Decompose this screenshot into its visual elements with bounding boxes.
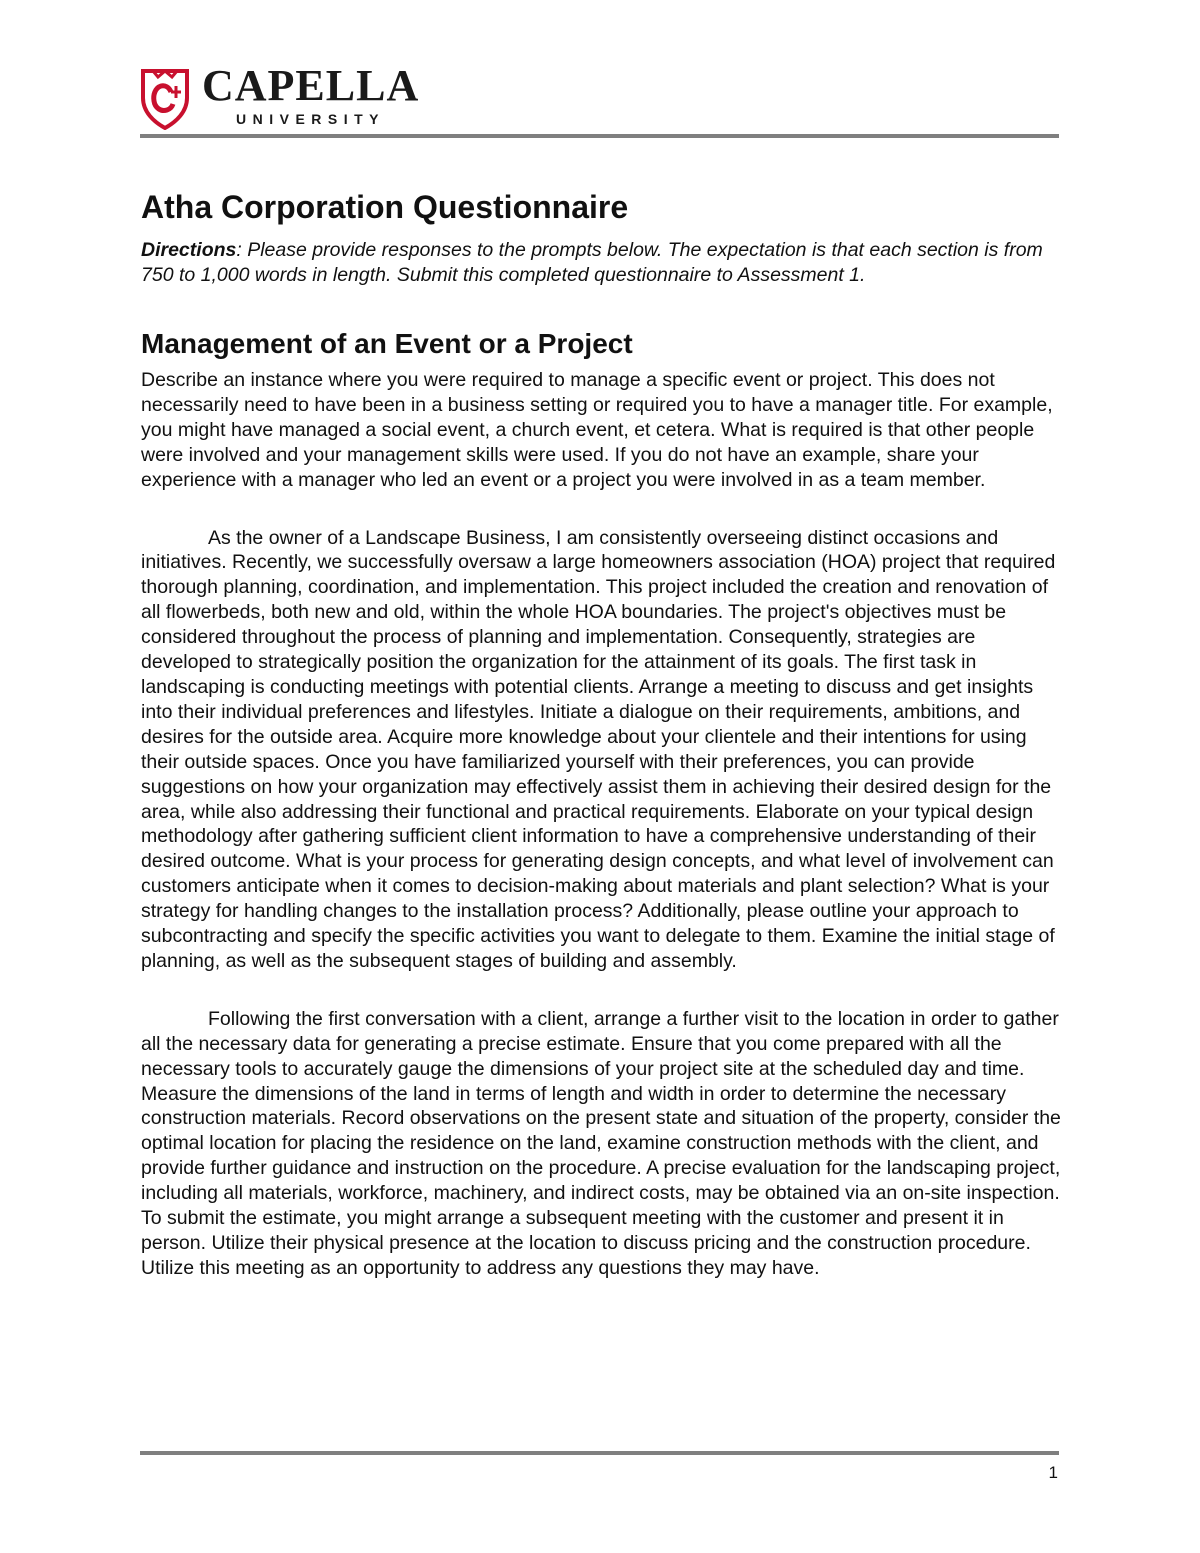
- section-prompt: Describe an instance where you were required to manage a specific event or project. This does not necessarily need to have been in a business setting or required you to have a manager title. For example, you might have managed a social event, a church event, et cetera. What is required is that other people were involved and your management skills were used. If you do not have an example, share your experience with a manager who led an event or a project you were involved in as a team member.: [141, 369, 1053, 491]
- response-paragraph: As the owner of a Landscape Business, I am consistently overseeing distinct occasions and initiatives. Recently, we successfully oversaw a large homeowners association (HOA) project that required thorough planning, coordination, and implementation. This project included the creation and renovation of all flowerbeds, both new and old, within the whole HOA boundaries. The project's objectives must be considered throughout the process of planning and implementation. Consequently, strategies are developed to strategically position the organization for the attainment of its goals. The first task in landscaping is conducting meetings with potential clients. Arrange a meeting to discuss and get insights into their individual preferences and lifestyles. Initiate a dialogue on their requirements, ambitions, and desires for the outside area. Acquire more knowledge about your clientele and their intentions for using their outside spaces. Once you have familiarized yourself with their preferences, you can provide suggestions on how your organization may effectively assist them in achieving their desired design for the area, while also addressing their functional and practical requirements. Elaborate on your typical design methodology after gathering sufficient client information to have a comprehensive understanding of their desired outcome. What is your process for generating design concepts, and what level of involvement can customers anticipate when it comes to decision-making about materials and plant selection? What is your strategy for handling changes to the installation process? Additionally, please outline your approach to subcontracting and specify the specific activities you want to delegate to them. Examine the initial stage of planning, as well as the subsequent stages of building and assembly.: [141, 526, 1056, 972]
- response-paragraph: Following the first conversation with a client, arrange a further visit to the location in order to gather all the necessary data for generating a precise estimate. Ensure that you come prepared with all the necessary tools to accurately gauge the dimensions of your project site at the scheduled day and time. Measure the dimensions of the land in terms of length and width in order to determine the necessary construction materials. Record observations on the present state and situation of the property, consider the optimal location for placing the residence on the land, examine construction methods with the client, and provide further guidance and instruction on the procedure. A precise evaluation for the landscaping project, including all materials, workforce, machinery, and indirect costs, may be obtained via an on-site inspection. To submit the estimate, you might arrange a subsequent meeting with the customer and present it in person. Utilize their physical presence at the location to discuss pricing and the construction procedure. Utilize this meeting as an opportunity to address any questions they may have.: [141, 1007, 1061, 1279]
- document-title: Atha Corporation Questionnaire: [141, 189, 629, 225]
- capella-shield-icon: [140, 68, 190, 130]
- section-title: Management of an Event or a Project: [141, 328, 633, 359]
- directions-label: Directions: [141, 239, 237, 261]
- logo-subtitle: UNIVERSITY: [236, 111, 386, 127]
- page-number: 1: [1048, 1463, 1058, 1482]
- header-divider: [140, 134, 1059, 138]
- page-header: [140, 61, 1060, 138]
- footer-divider: [140, 1451, 1059, 1455]
- directions-text: : Please provide responses to the prompts below. The expectation is that each section is from 750 to 1,000 words in length. Submit this completed questionnaire to Assessment 1.: [141, 239, 1043, 286]
- logo-wordmark: CAPELLA: [202, 61, 420, 110]
- directions: [141, 238, 1066, 288]
- document-body: [141, 186, 1066, 1281]
